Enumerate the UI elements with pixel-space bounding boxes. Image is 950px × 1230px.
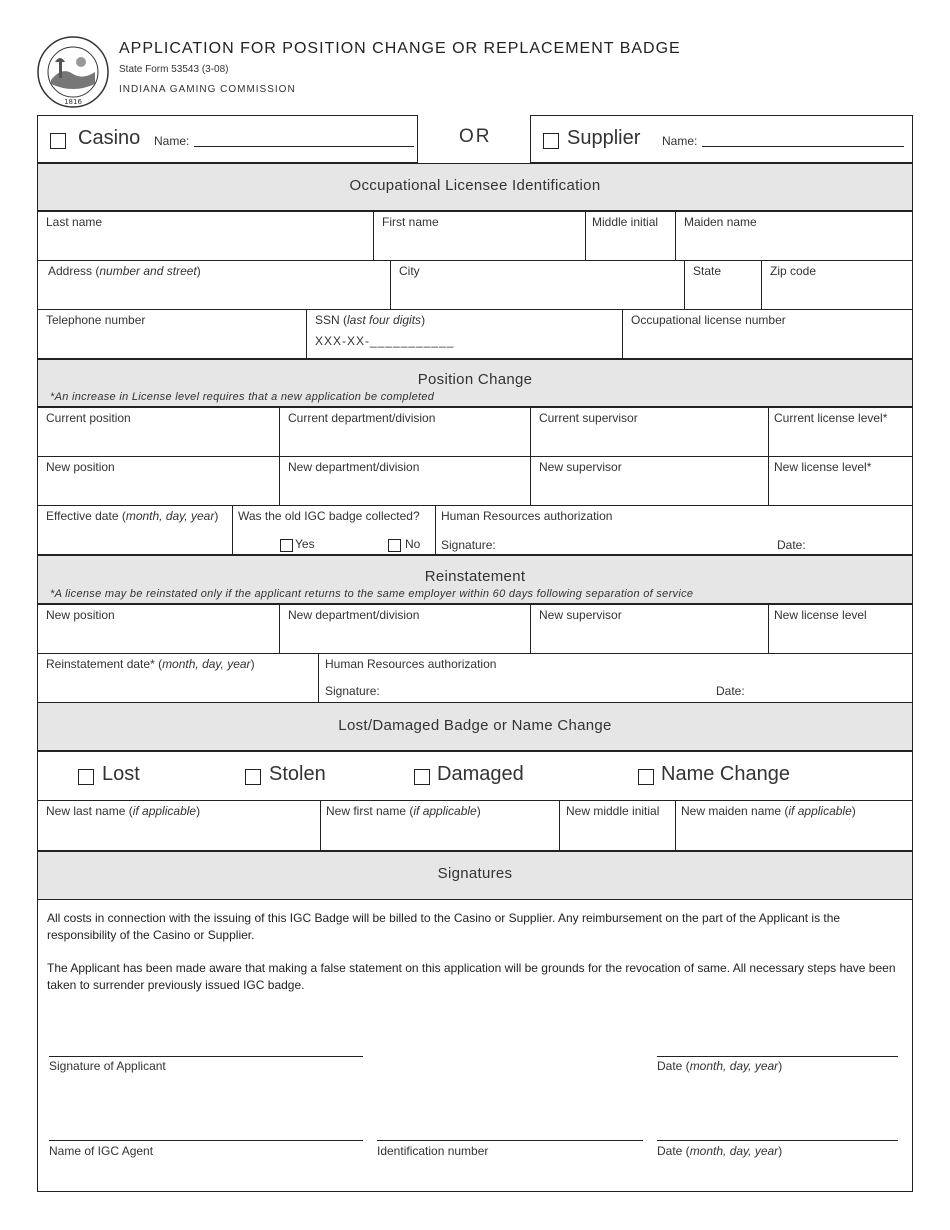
reinstatement-new-supervisor-cell[interactable] [530, 605, 768, 653]
current-position-label: Current position [46, 411, 131, 425]
reinstatement-heading [37, 555, 913, 605]
reinstatement-date-label: Reinstatement date* (month, day, year) [46, 657, 255, 671]
zip-label: Zip code [770, 264, 817, 278]
reinstatement-new-supervisor-label: New supervisor [539, 608, 622, 622]
lost-damaged-heading-text: Lost/Damaged Badge or Name Change [338, 717, 612, 734]
maiden-name-cell[interactable] [675, 212, 914, 260]
name-change-checkbox[interactable] [638, 769, 654, 785]
new-middle-initial-cell[interactable] [559, 801, 675, 850]
new-license-level-label: New license level* [774, 460, 872, 474]
stolen-checkbox[interactable] [245, 769, 261, 785]
address-row [37, 260, 913, 310]
last-name-cell[interactable] [38, 212, 373, 260]
ssn-cell[interactable] [306, 310, 622, 358]
badge-collected-yes-label: Yes [295, 537, 315, 551]
new-department-label: New department/division [288, 460, 420, 474]
reinstatement-date-sig-label: Date: [716, 684, 745, 698]
damaged-checkbox[interactable] [414, 769, 430, 785]
city-cell[interactable] [390, 261, 684, 309]
supplier-checkbox[interactable] [543, 133, 559, 149]
city-label: City [399, 264, 420, 278]
current-department-cell[interactable] [279, 408, 530, 456]
effective-date-cell[interactable] [38, 506, 232, 554]
maiden-name-label: Maiden name [684, 215, 757, 229]
new-middle-initial-label: New middle initial [566, 804, 660, 818]
hr-signature-label: Signature: [441, 538, 496, 552]
agent-name-label: Name of IGC Agent [49, 1144, 154, 1158]
svg-text:1816: 1816 [64, 98, 82, 106]
reinstatement-date-cell[interactable] [38, 654, 318, 702]
name-change-label: Name Change [661, 763, 790, 785]
applicant-signature-label: Signature of Applicant [49, 1059, 166, 1073]
identification-heading [37, 163, 913, 212]
agent-date-line[interactable] [657, 1140, 898, 1141]
reinstatement-new-department-cell[interactable] [279, 605, 530, 653]
new-supervisor-label: New supervisor [539, 460, 622, 474]
telephone-cell[interactable] [38, 310, 306, 358]
reinstatement-new-position-label: New position [46, 608, 115, 622]
current-supervisor-cell[interactable] [530, 408, 768, 456]
agent-date-label: Date (month, day, year) [657, 1144, 783, 1158]
lost-checkbox[interactable] [78, 769, 94, 785]
reinstatement-heading-text: Reinstatement [424, 568, 526, 585]
reinstatement-new-department-label: New department/division [288, 608, 420, 622]
address-cell[interactable] [38, 261, 390, 309]
state-label: State [693, 264, 722, 278]
form-number: State Form 53543 (3-08) [119, 64, 229, 75]
supplier-box [530, 115, 913, 163]
effective-date-label: Effective date (month, day, year) [46, 509, 219, 523]
reinstatement-new-position-cell[interactable] [38, 605, 279, 653]
new-names-row [37, 800, 913, 851]
agency-name: INDIANA GAMING COMMISSION [119, 84, 296, 95]
new-supervisor-cell[interactable] [530, 457, 768, 505]
or-label: OR [459, 126, 492, 147]
state-cell[interactable] [684, 261, 761, 309]
reinstatement-position-row [37, 604, 913, 654]
new-maiden-name-label: New maiden name (if applicable) [681, 804, 856, 818]
badge-collected-no-label: No [405, 537, 421, 551]
name-row [37, 211, 913, 261]
current-license-level-label: Current license level* [774, 411, 888, 425]
casino-box [37, 115, 418, 163]
license-number-cell[interactable] [622, 310, 914, 358]
casino-name-label: Name: [154, 134, 190, 148]
costs-paragraph: All costs in connection with the issuing of this IGC Badge will be billed to the Casino or Supplier. Any reimbursement on the part of the Applicant is the responsibility of the Casino or Supplier. [47, 911, 841, 942]
middle-initial-cell[interactable] [585, 212, 675, 260]
ssn-label: SSN (last four digits) [315, 313, 426, 327]
last-name-label: Last name [46, 215, 103, 229]
new-position-label: New position [46, 460, 115, 474]
new-last-name-cell[interactable] [38, 801, 320, 850]
identification-number-label: Identification number [377, 1144, 489, 1158]
reinstatement-hr-label: Human Resources authorization [325, 657, 497, 671]
badge-collected-label: Was the old IGC badge collected? [238, 509, 420, 523]
badge-collected-no-checkbox[interactable] [388, 539, 401, 552]
hr-date-label: Date: [777, 538, 806, 552]
hr-authorization-label: Human Resources authorization [441, 509, 613, 523]
applicant-date-label: Date (month, day, year) [657, 1059, 783, 1073]
signatures-heading-text: Signatures [437, 865, 513, 882]
supplier-label: Supplier [567, 127, 641, 149]
new-last-name-label: New last name (if applicable) [46, 804, 201, 818]
applicant-date-line[interactable] [657, 1056, 898, 1057]
lost-damaged-heading [37, 702, 913, 752]
zip-cell[interactable] [761, 261, 914, 309]
reinstatement-date-row [37, 653, 913, 703]
telephone-label: Telephone number [46, 313, 146, 327]
license-number-label: Occupational license number [631, 313, 786, 327]
first-name-cell[interactable] [373, 212, 585, 260]
reinstatement-note: *A license may be reinstated only if the applicant returns to the same employer within 60 days following separation of service [50, 588, 694, 600]
lost-label: Lost [102, 763, 140, 785]
reinstatement-new-license-level-label: New license level [774, 608, 867, 622]
identification-number-line[interactable] [377, 1140, 643, 1141]
applicant-signature-line[interactable] [49, 1056, 363, 1057]
reinstatement-new-license-level-cell[interactable] [768, 605, 914, 653]
form-title: APPLICATION FOR POSITION CHANGE OR REPLACEMENT BADGE [119, 40, 681, 57]
current-license-level-cell[interactable] [768, 408, 914, 456]
current-position-row [37, 407, 913, 457]
state-seal-icon [37, 36, 109, 108]
new-license-level-cell[interactable] [768, 457, 914, 505]
first-name-label: First name [382, 215, 439, 229]
casino-checkbox[interactable] [50, 133, 66, 149]
new-first-name-label: New first name (if applicable) [326, 804, 481, 818]
address-label: Address (number and street) [48, 264, 201, 278]
supplier-name-label: Name: [662, 134, 698, 148]
casino-name-field[interactable] [194, 146, 414, 147]
casino-label: Casino [78, 127, 141, 149]
ssn-format: XXX-XX-___________ [315, 334, 455, 348]
effective-date-row [37, 505, 913, 555]
false-statement-paragraph: The Applicant has been made aware that making a false statement on this application will be grounds for the revocation of same. All necessary steps have been taken to surrender previously issued IGC badge. [47, 961, 896, 992]
reinstatement-signature-label: Signature: [325, 684, 380, 698]
badge-collected-cell [232, 506, 435, 554]
current-position-cell[interactable] [38, 408, 279, 456]
hr-authorization-cell[interactable] [435, 506, 914, 554]
new-first-name-cell[interactable] [320, 801, 559, 850]
damaged-label: Damaged [437, 763, 524, 785]
new-department-cell[interactable] [279, 457, 530, 505]
middle-initial-label: Middle initial [592, 215, 659, 229]
position-change-heading-text: Position Change [417, 371, 533, 388]
position-change-heading [37, 359, 913, 408]
new-position-row [37, 456, 913, 506]
identification-heading-text: Occupational Licensee Identification [349, 177, 601, 194]
stolen-label: Stolen [269, 763, 326, 785]
new-maiden-name-cell[interactable] [675, 801, 914, 850]
position-change-note: *An increase in License level requires that a new application be completed [50, 391, 435, 403]
lost-options-row [37, 751, 913, 801]
current-supervisor-label: Current supervisor [539, 411, 638, 425]
signatures-heading [37, 851, 913, 901]
current-department-label: Current department/division [288, 411, 436, 425]
reinstatement-hr-cell[interactable] [318, 654, 914, 702]
badge-collected-yes-checkbox[interactable] [280, 539, 293, 552]
agent-name-line[interactable] [49, 1140, 363, 1141]
phone-row [37, 309, 913, 359]
supplier-name-field[interactable] [702, 146, 904, 147]
new-position-cell[interactable] [38, 457, 279, 505]
